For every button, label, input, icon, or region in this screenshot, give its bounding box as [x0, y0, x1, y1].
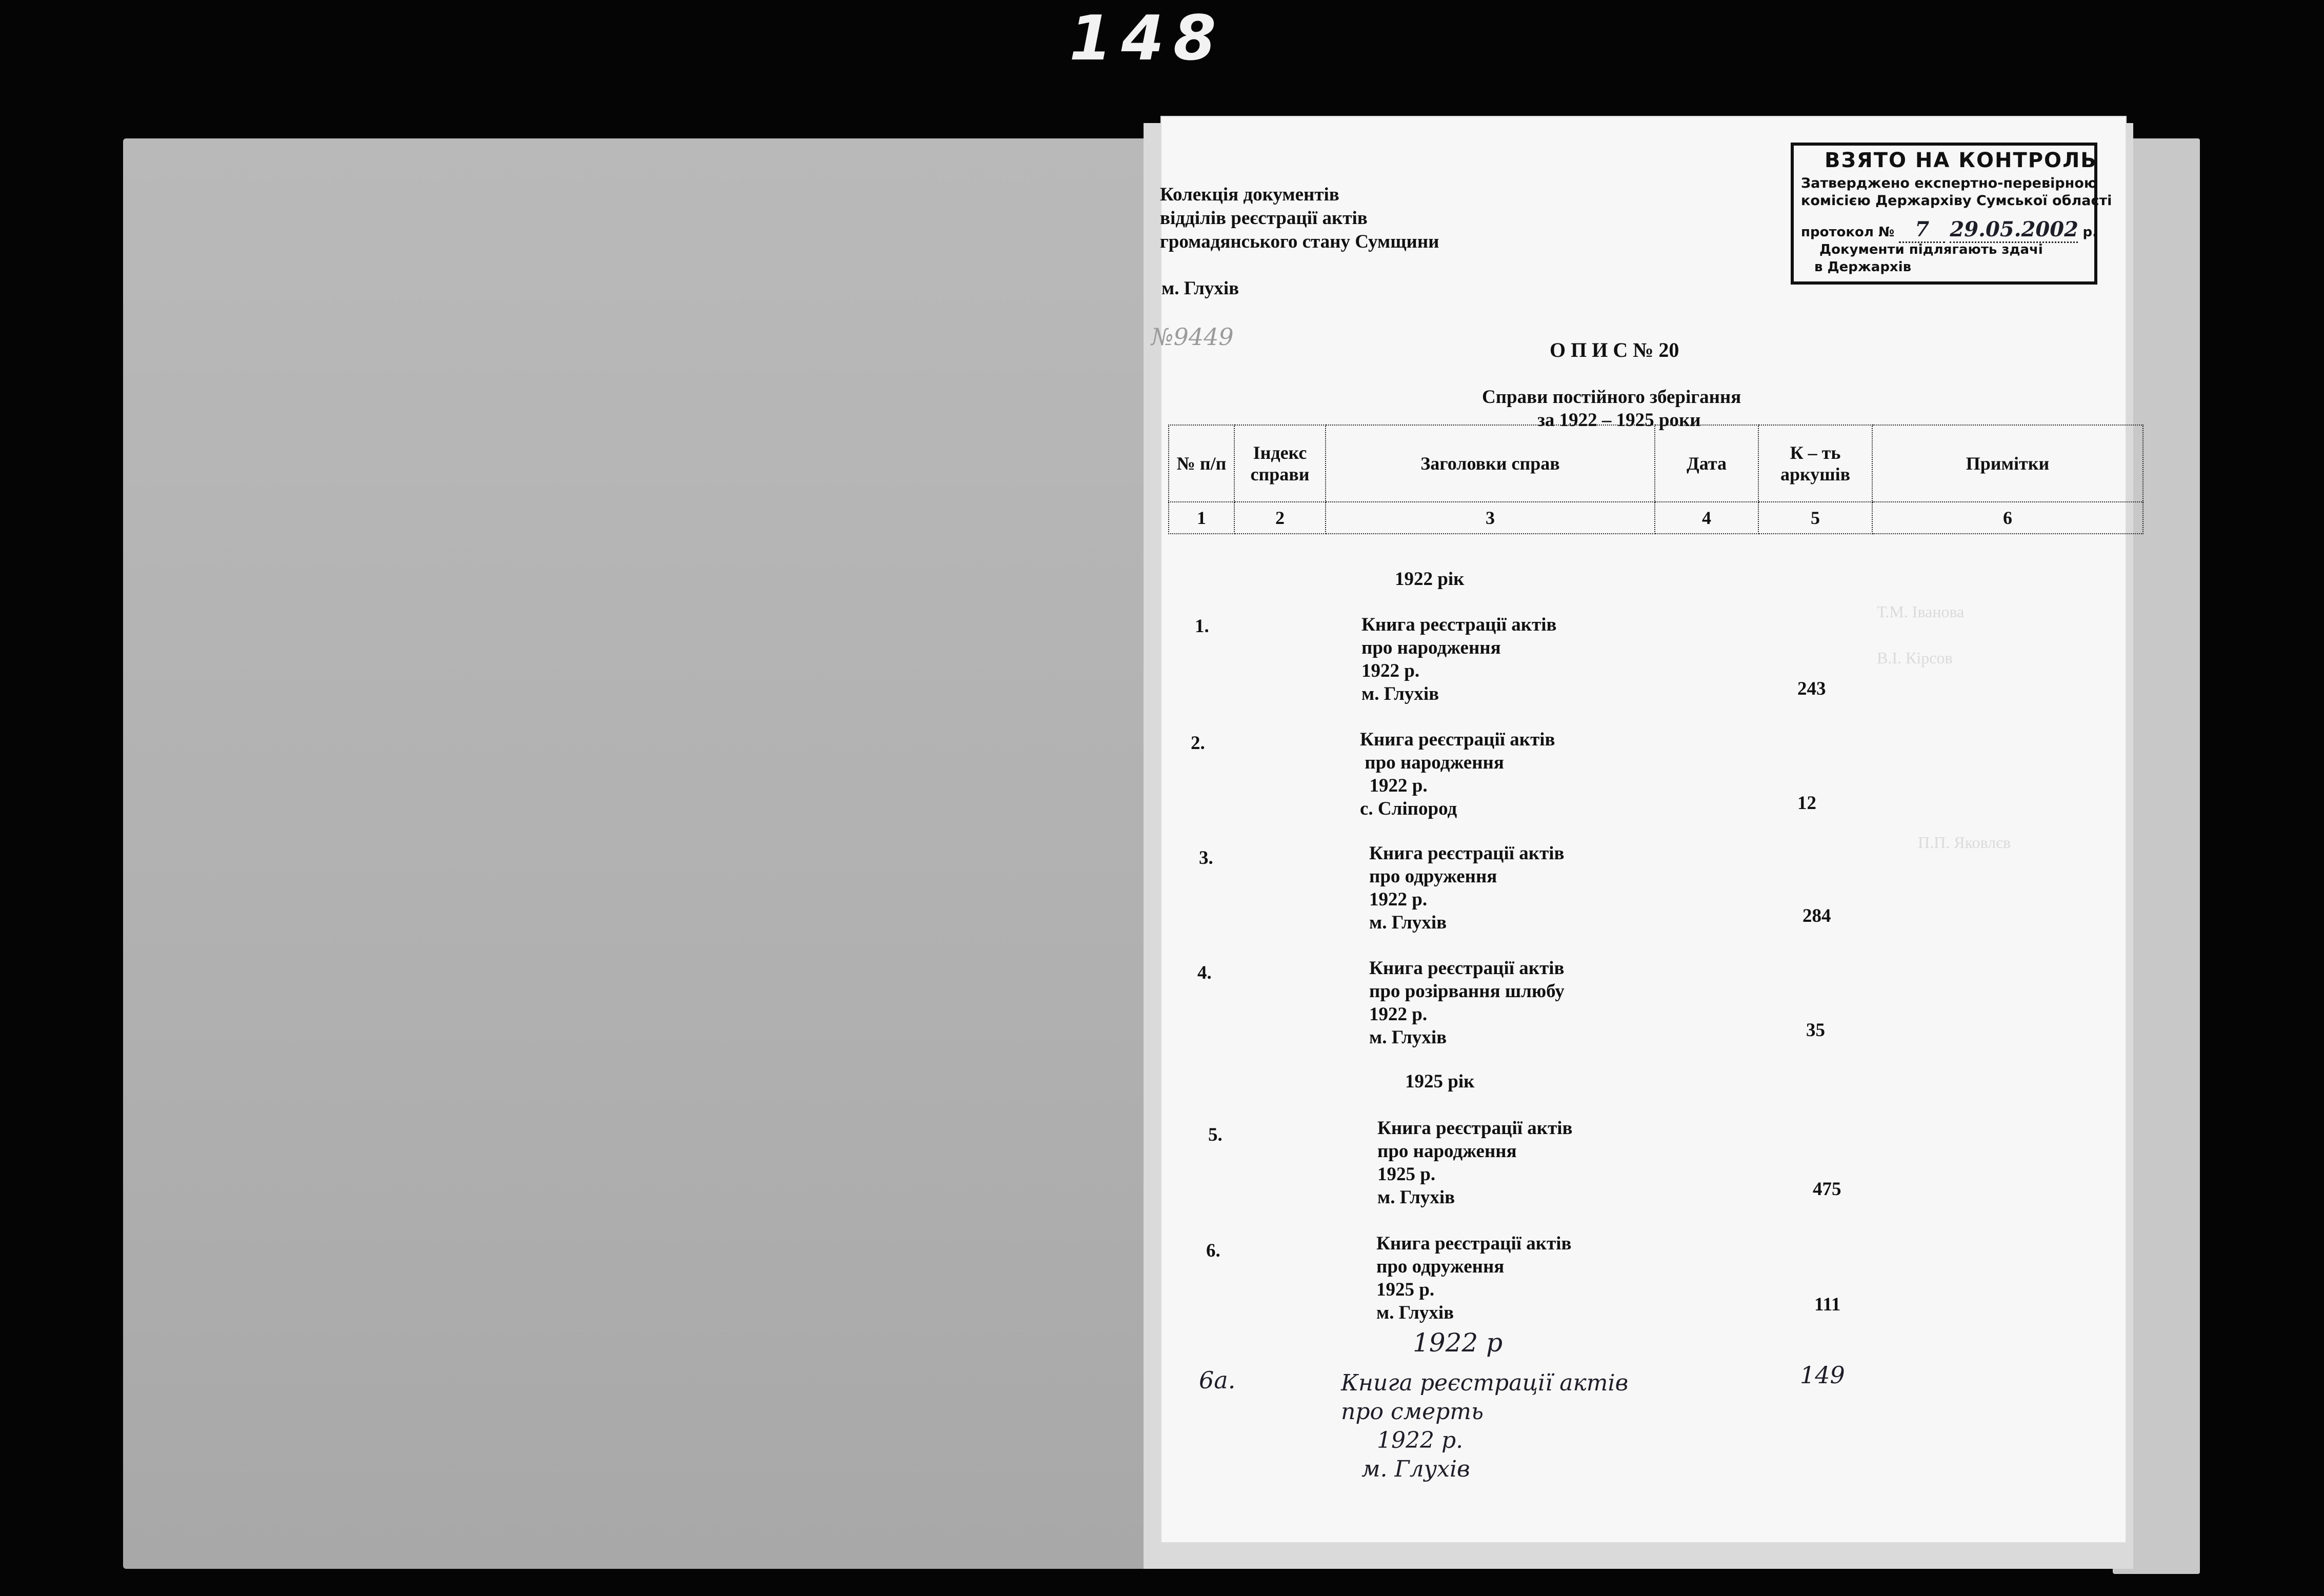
year-heading: 1925 рік: [1405, 1071, 1475, 1092]
col-header-number: № п/п: [1169, 425, 1234, 502]
entry-number: 3.: [1199, 847, 1213, 868]
year-heading: 1922 рік: [1395, 569, 1465, 590]
handwritten-fund-number: №9449: [1151, 323, 1234, 351]
col-number-cell: 6: [1872, 502, 2143, 534]
entry-title: Книга реєстрації актів про одруження 1922 р. м. Глухів: [1369, 843, 1565, 933]
entry-sheets: 475: [1813, 1179, 1841, 1200]
folder-cover: [123, 138, 1185, 1569]
entry-sheets: 284: [1802, 905, 1831, 926]
stamp-title: ВЗЯТО НА КОНТРОЛЬ: [1825, 149, 2097, 172]
stamp-line: в Держархів: [1814, 259, 1912, 275]
entry-title: Книга реєстрації актів про народження 1922 р. с. Сліпород: [1360, 729, 1555, 819]
col-header-titles: Заголовки справ: [1326, 425, 1655, 502]
ghost-text: В.І. Кірсов: [1877, 649, 1953, 667]
entry-number: 2.: [1191, 733, 1205, 754]
ghost-text: Т.М. Іванова: [1877, 602, 1965, 621]
ghost-text: П.П. Яковлєв: [1918, 833, 2011, 852]
entry-title: Книга реєстрації актів про одруження 1925 р. м. Глухів: [1376, 1233, 1572, 1323]
entry-number: 5.: [1208, 1124, 1223, 1145]
entry-title: Книга реєстрації актів про розірвання шлюбу 1922 р. м. Глухів: [1369, 958, 1565, 1048]
stamp-line: Затверджено експертно-перевірною: [1801, 175, 2098, 191]
org-line: Колекція документів: [1160, 184, 1339, 205]
opis-title: О П И С № 20: [1550, 338, 1679, 361]
handwritten-year-correction: 1922 р: [1413, 1328, 1503, 1358]
org-line: громадянського стану Сумщини: [1160, 231, 1439, 252]
city-label: м. Глухів: [1161, 278, 1239, 299]
opis-subtitle: за 1922 – 1925 роки: [1537, 410, 1701, 431]
col-header-notes: Примітки: [1872, 425, 2143, 502]
entry-title: Книга реєстрації актів про народження 1922 р. м. Глухів: [1361, 614, 1557, 704]
inventory-table-header: [1168, 425, 2143, 534]
col-header-sheets: К – ть аркушів: [1758, 425, 1872, 502]
stamp-protocol: [1801, 217, 2097, 243]
frame-number: 148: [1069, 3, 1226, 74]
org-line: відділів реєстрації актів: [1160, 208, 1368, 229]
col-number-cell: 1: [1169, 502, 1234, 534]
control-stamp: [1791, 143, 2112, 285]
handwritten-entry-number: 6а.: [1199, 1366, 1236, 1394]
entry-number: 6.: [1206, 1240, 1220, 1261]
entry-title: Книга реєстрації актів про народження 1925 р. м. Глухів: [1377, 1118, 1573, 1208]
entry-number: 4.: [1197, 962, 1212, 983]
col-number-cell: 5: [1758, 502, 1872, 534]
handwritten-entry-sheets: 149: [1800, 1361, 1845, 1389]
entry-sheets: 111: [1814, 1294, 1841, 1315]
entry-sheets: 243: [1797, 678, 1826, 699]
opis-subtitle: Справи постійного зберігання: [1482, 387, 1741, 408]
stamp-protocol-number: 7: [1899, 217, 1945, 243]
document-page: [1161, 117, 2126, 1542]
col-number-cell: 4: [1655, 502, 1758, 534]
col-number-cell: 3: [1326, 502, 1655, 534]
col-number-cell: 2: [1234, 502, 1326, 534]
col-header-date: Дата: [1655, 425, 1758, 502]
handwritten-entry-title: Книга реєстрації актів про смерть 1922 р. м. Глухів: [1341, 1370, 1629, 1482]
entry-number: 1.: [1195, 616, 1209, 637]
stamp-line: комісією Держархіву Сумської області: [1801, 193, 2112, 209]
stamp-protocol-label: протокол №: [1801, 225, 1895, 240]
entry-sheets: 12: [1797, 793, 1816, 814]
org-header: [1160, 183, 1439, 254]
entry-sheets: 35: [1806, 1020, 1825, 1041]
stamp-protocol-date: 29.05.2002: [1950, 217, 2078, 243]
stamp-line: Документи підлягають здачі: [1819, 242, 2043, 257]
stamp-protocol-suffix: р.: [2082, 225, 2097, 240]
col-header-index: Індекс справи: [1234, 425, 1326, 502]
